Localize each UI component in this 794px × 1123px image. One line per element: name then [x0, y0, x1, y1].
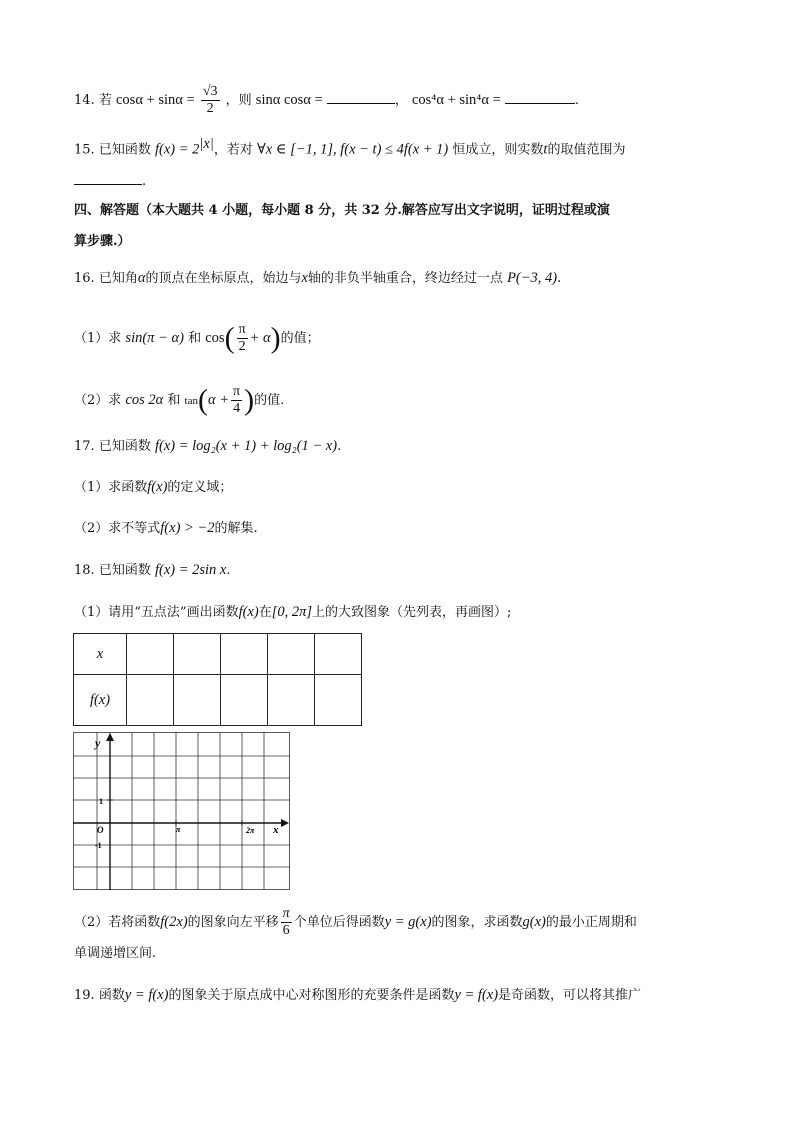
answer-blank [327, 91, 395, 104]
answer-blank [74, 172, 142, 185]
table-cell [174, 675, 221, 726]
q15-answer-line: . [74, 172, 146, 192]
table-cell [268, 634, 315, 675]
table-row [74, 634, 362, 675]
q18-part-2: （2）若将函数f(2x)的图象向左平移 $\frac{\pi}{6}$ 个单位后得函数y = g(x)的图象，求函数g(x)的最小正周期和 [74, 906, 637, 938]
answer-blank [505, 91, 575, 104]
question-15: 15. 已知函数 $f(x) = 2^{|x|}$，若对 ∀x ∈ [−1, 1], f(x − t) ≤ 4f(x + 1) 恒成立，则实数t的取值范围为 [74, 136, 626, 158]
tick-label-pi: π [176, 825, 181, 834]
table-cell [315, 675, 362, 726]
table-cell [127, 675, 174, 726]
table-cell [127, 634, 174, 675]
tick-label-1: 1 [99, 797, 103, 806]
table-cell [174, 634, 221, 675]
y-axis-label: y [95, 736, 101, 750]
table-header-x: x [74, 634, 127, 675]
q16-part-1: （1）求 sin(π − α) 和 cos( $\frac{\pi}{2}$ + α)的值； [74, 321, 320, 355]
five-point-table [73, 633, 362, 726]
q16-part-2: （2）求 cos 2α 和 tan(α + $\frac{\pi}{4}$ )的值. [74, 383, 285, 417]
x-axis-label: x [273, 824, 279, 836]
table-cell [315, 634, 362, 675]
q18-part-2-cont: 单调递增区间. [74, 946, 157, 961]
grid-lines [73, 732, 290, 890]
table-row [74, 675, 362, 726]
tick-label-2pi: 2π [246, 826, 255, 835]
section-4-heading-cont: 算步骤.） [74, 234, 131, 249]
origin-label: O [97, 825, 104, 835]
q17-part-1: （1）求函数f(x)的定义域； [74, 479, 233, 495]
table-header-fx: f(x) [74, 675, 127, 726]
table-cell [221, 634, 268, 675]
coordinate-grid [73, 732, 291, 892]
sqrt3-over-2: $\frac{√3}{2}$ [202, 84, 218, 116]
x-axis-arrow [281, 819, 289, 827]
q15-number: 15. [74, 142, 95, 158]
q18-part-1: （1）请用“五点法”画出函数f(x)在[0, 2π]上的大致图象（先列表，再画图）; [74, 604, 512, 620]
question-19: 19. 函数y = f(x)的图象关于原点成中心对称图形的充要条件是函数y = f(x)是奇函数，可以将其推广 [74, 987, 642, 1003]
table-cell [221, 675, 268, 726]
question-17: 17. 已知函数 f(x) = log₂(x + 1) + log₂(1 − x). [74, 438, 342, 454]
section-4-heading: 四、解答题（本大题共 4 小题，每小题 8 分，共 32 分.解答应写出文字说明，证明过程或演 [74, 203, 610, 218]
q14-number: 14. [74, 93, 95, 108]
tick-label-neg1: -1 [95, 841, 102, 850]
question-18: 18. 已知函数 f(x) = 2sin x. [74, 562, 231, 578]
question-16: 16. 已知角α的顶点在坐标原点，始边与x轴的非负半轴重合，终边经过一点 P(−3, 4). [74, 270, 562, 286]
y-axis-arrow [106, 733, 114, 741]
table-cell [268, 675, 315, 726]
q17-part-2: （2）求不等式f(x) > −2的解集. [74, 520, 258, 536]
question-14: 14. 若 cosα + sinα = $\frac{√3}{2}$ ，则 sinα cosα = ， cos⁴α + sin⁴α = . [74, 84, 580, 116]
